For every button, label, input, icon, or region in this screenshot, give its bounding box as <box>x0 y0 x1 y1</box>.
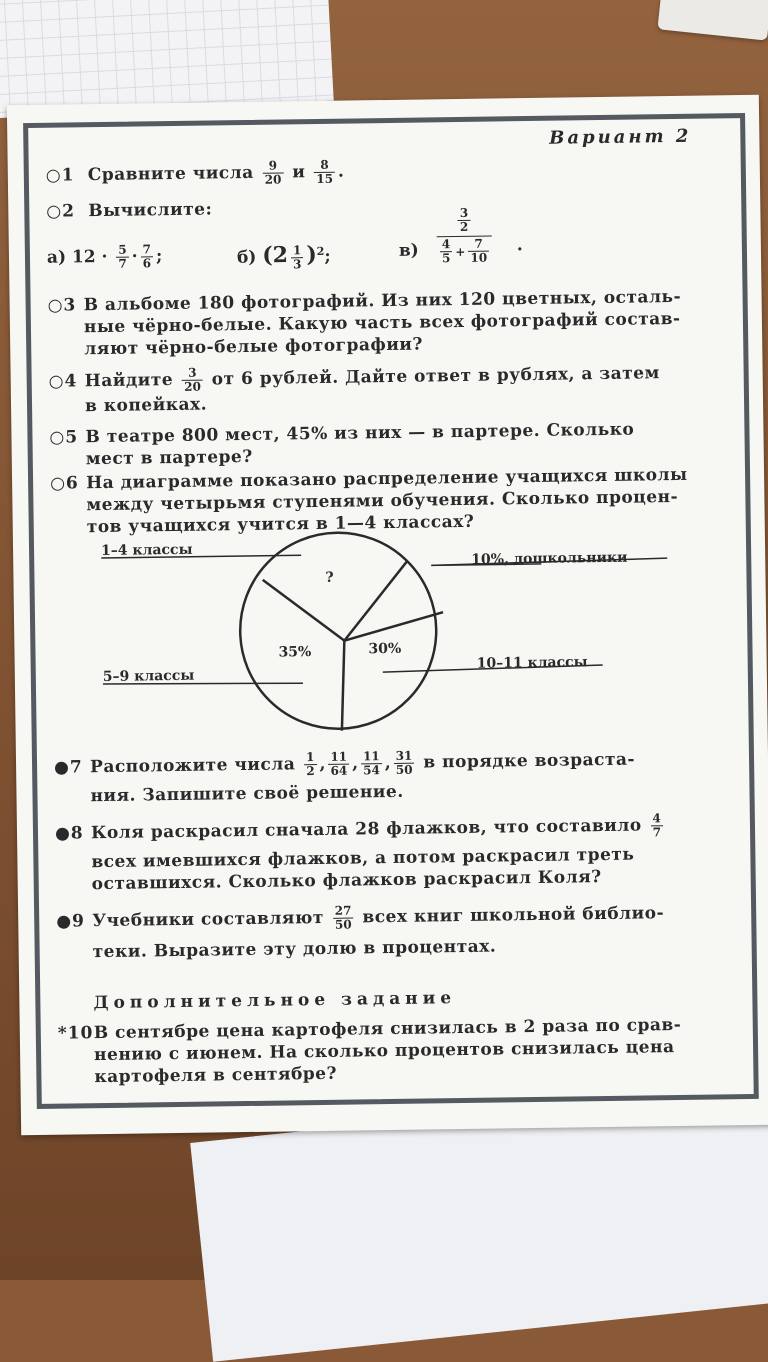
task-text: в порядке возраста- <box>423 749 636 773</box>
denominator: 20 <box>264 172 282 187</box>
numerator: 5 <box>118 242 127 257</box>
task-number: ○1 <box>45 165 75 186</box>
variant-title: Вариант 2 <box>549 125 692 149</box>
denominator: 5 <box>441 251 451 266</box>
pie-label-1-4: 1–4 классы <box>100 541 193 560</box>
numerator: 1 <box>292 242 302 257</box>
task-number: ○3 <box>47 295 77 316</box>
fraction <box>291 244 304 271</box>
denominator: 15 <box>316 171 334 186</box>
worksheet <box>7 95 768 1135</box>
task-text-line: мест в партере? <box>85 446 253 470</box>
pie-slice-boundary <box>340 641 346 734</box>
task-text: Вычислите: <box>88 199 213 222</box>
fraction <box>328 751 349 778</box>
numerator: 4 <box>652 811 661 826</box>
task-text-line: тов учащихся учится в 1—4 классах? <box>86 511 475 538</box>
part-label: а) 12 · <box>46 246 108 268</box>
punct: . <box>337 161 345 182</box>
denominator: 6 <box>142 256 152 271</box>
task-10 <box>58 1013 719 1088</box>
part-label: в) <box>398 240 419 261</box>
task-number: ○5 <box>49 427 79 448</box>
denominator: 50 <box>395 762 413 777</box>
task-number: ○2 <box>46 201 76 222</box>
extra-task-title: Дополнительное задание <box>93 988 457 1014</box>
fraction <box>440 238 453 265</box>
pie-label-10-11: 10–11 классы <box>476 654 588 672</box>
complex-fraction <box>436 207 492 266</box>
task-4 <box>49 360 710 418</box>
bracket: ) <box>306 241 317 268</box>
denominator: 2 <box>459 219 469 234</box>
numerator: 31 <box>395 748 413 763</box>
task-text-line: между четырьмя ступенями обучения. Сколько процен- <box>86 486 679 516</box>
task-9 <box>56 899 717 963</box>
pie-outline <box>239 531 438 730</box>
task-text: Найдите <box>84 370 174 392</box>
denominator: 7 <box>118 256 127 271</box>
denominator: 54 <box>363 763 381 778</box>
task-number: ○4 <box>48 371 78 392</box>
task-text-line: В альбоме 180 фотографий. Из них 120 цветных, осталь- <box>83 286 682 316</box>
operator: + <box>455 244 466 260</box>
task-text-line: нению с июнем. На сколько процентов снизилась цена <box>93 1037 675 1066</box>
fraction <box>182 367 203 394</box>
pie-value-1-4: ? <box>325 569 334 586</box>
numerator: 4 <box>441 237 451 252</box>
task-text-line: оставшихся. Сколько флажков раскрасил Коля? <box>91 867 602 895</box>
fraction <box>394 750 415 777</box>
numerator: 11 <box>330 749 348 764</box>
fraction <box>304 751 317 778</box>
fraction <box>314 159 335 186</box>
pie-chart <box>101 526 704 734</box>
operator: · <box>131 246 138 267</box>
task-number: ●9 <box>56 911 86 932</box>
denominator: 20 <box>184 379 201 394</box>
exponent: 2 <box>316 244 325 258</box>
task-text-line: в копейках. <box>84 394 208 417</box>
task-text-line: На диаграмме показано распределение учащихся школы <box>85 464 688 494</box>
numerator: 27 <box>334 903 352 918</box>
denominator: 64 <box>330 763 348 778</box>
fraction <box>333 905 354 932</box>
task-text-line: В сентябре цена картофеля снизилась в 2 раза по срав- <box>93 1014 682 1044</box>
task-number: ●8 <box>54 823 84 844</box>
numerator: 7 <box>474 236 483 251</box>
task-3 <box>47 286 708 361</box>
denominator: 3 <box>293 256 302 271</box>
task-text-line: всех имевшихся флажков, а потом раскрасил треть <box>91 844 635 873</box>
pie-label-preschool: 10%, дошкольники <box>471 549 628 568</box>
task-5 <box>49 418 710 471</box>
numerator: 9 <box>268 158 278 173</box>
numerator: 11 <box>362 749 380 764</box>
task-text: Расположите числа <box>89 754 296 778</box>
punct: ; <box>155 246 163 267</box>
numerator: 3 <box>188 365 197 380</box>
part-label: б) <box>236 247 257 268</box>
task-text: Учебники составляют <box>92 907 325 932</box>
numerator: 3 <box>459 205 469 220</box>
complex-denominator <box>437 236 493 266</box>
task-text-line: ляют чёрно-белые фотографии? <box>84 334 424 360</box>
task-7: ●7 Расположите числа $\frac{1}{2}$ , $\frac{11}{64}$ , $\frac{11}{54}$ , $\frac{31}{50}$ в порядке возраста- ния. Запишите своё решение. <box>53 748 636 807</box>
fraction <box>458 207 471 234</box>
denominator: 7 <box>652 825 662 840</box>
pie-slice-boundary <box>344 612 443 640</box>
numerator: 1 <box>306 750 315 765</box>
task-text: Коля раскрасил сначала 28 флажков, что составило <box>90 815 642 844</box>
task-text-line: теки. Выразите эту долю в процентах. <box>92 936 497 963</box>
pie-value-5-9: 35% <box>278 644 312 661</box>
pie-value-10-11: 30% <box>368 640 402 658</box>
punct: ; <box>324 246 331 267</box>
task-text-line: ния. Запишите своё решение. <box>90 781 404 807</box>
task-text-line: картофеля в сентябре? <box>94 1063 338 1088</box>
task-text-line: ные чёрно-белые. Какую часть всех фотографий состав- <box>83 308 681 338</box>
task-text: Сравните числа <box>87 162 254 186</box>
denominator: 10 <box>470 250 488 265</box>
fraction <box>361 750 382 777</box>
fraction <box>116 244 129 271</box>
part-b <box>237 241 331 272</box>
expression: (2 <box>262 242 289 269</box>
denominator: 50 <box>334 917 352 932</box>
pie-slice-boundary <box>343 561 408 640</box>
fraction <box>468 238 489 265</box>
numerator: 7 <box>142 242 152 257</box>
task-text: от 6 рублей. Дайте ответ в рублях, а затем <box>211 363 660 390</box>
part-a <box>47 243 163 272</box>
task-number: *10 <box>57 1023 94 1044</box>
fraction <box>140 243 153 270</box>
denominator: 2 <box>306 764 315 779</box>
task-number: ●7 <box>53 757 83 778</box>
task-text: и <box>292 162 306 183</box>
task-number: ○6 <box>49 473 79 494</box>
task-8 <box>55 811 716 895</box>
pie-label-5-9: 5–9 классы <box>102 667 195 686</box>
numerator: 8 <box>320 157 329 172</box>
task-text-line: В театре 800 мест, 45% из них — в партере. Сколько <box>85 419 635 448</box>
fraction <box>650 812 663 839</box>
punct: . <box>516 235 523 256</box>
task-text: всех книг школьной библио- <box>362 903 665 928</box>
fraction <box>262 159 283 186</box>
